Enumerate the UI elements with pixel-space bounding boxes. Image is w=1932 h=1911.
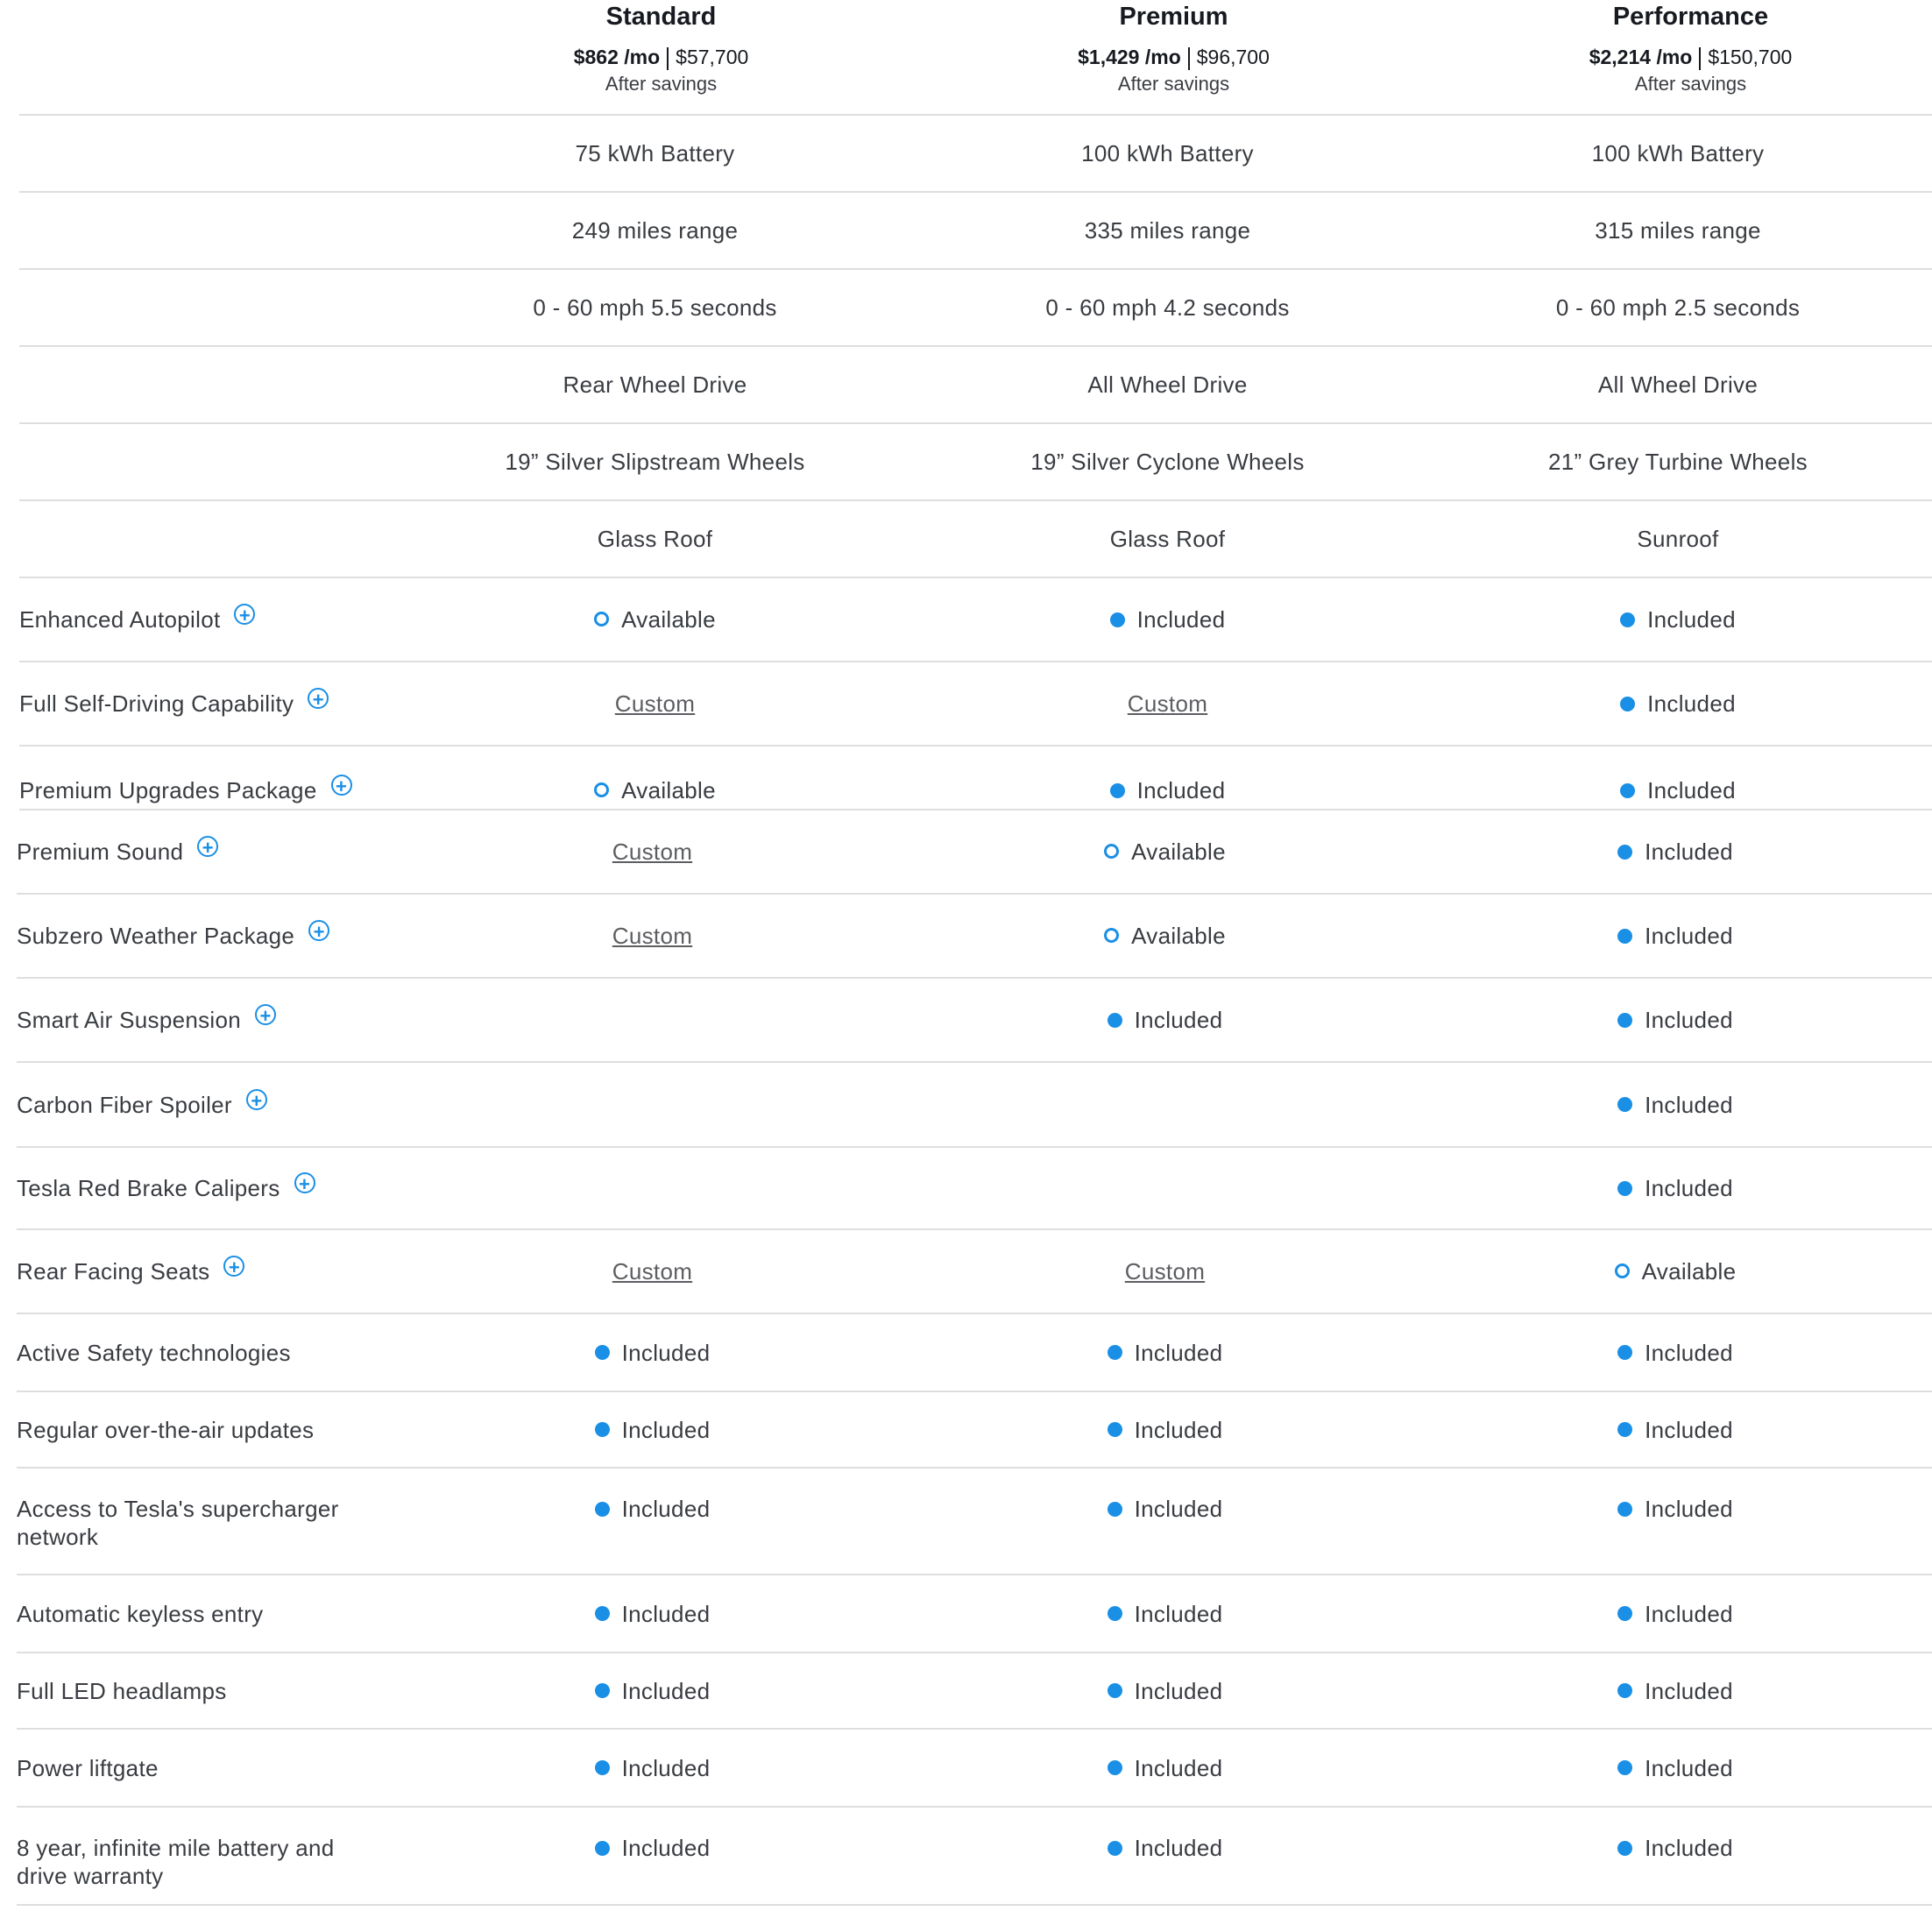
included-dot-icon xyxy=(595,1760,610,1775)
spec-row xyxy=(19,424,1932,501)
feature-status-cell xyxy=(396,838,909,866)
trim-title: Performance xyxy=(1612,3,1769,31)
included-dot-icon xyxy=(1108,1013,1122,1028)
feature-status-cell xyxy=(909,1834,1421,1862)
included-dot-icon xyxy=(1617,1422,1632,1437)
comparison-table xyxy=(0,116,1932,1906)
feature-row xyxy=(17,1314,1932,1392)
feature-label xyxy=(19,776,399,804)
feature-status-cell xyxy=(909,1416,1421,1444)
included-dot-icon xyxy=(1108,1606,1122,1621)
status-text: Included xyxy=(1647,777,1736,803)
included-dot-icon xyxy=(1617,1345,1632,1360)
feature-label xyxy=(19,605,399,633)
feature-status-cell xyxy=(911,690,1424,718)
feature-row xyxy=(17,1575,1932,1653)
included-dot-icon xyxy=(1617,1606,1632,1621)
status-text: Included xyxy=(1134,1600,1223,1627)
status-text: Included xyxy=(1645,1835,1733,1861)
price-note: After savings xyxy=(1117,72,1230,95)
feature-name: Rear Facing Seats xyxy=(17,1258,210,1285)
feature-label xyxy=(17,1091,396,1119)
feature-status-cell xyxy=(1421,838,1929,866)
feature-name: Active Safety technologies xyxy=(17,1339,291,1366)
total-price: $96,700 xyxy=(1196,46,1270,68)
custom-link[interactable]: Custom xyxy=(614,690,696,717)
status-text: Included xyxy=(1645,923,1733,949)
feature-name: Full Self-Driving Capability xyxy=(19,690,294,717)
trim-premium xyxy=(917,0,1430,114)
feature-label xyxy=(17,1600,396,1628)
included-dot-icon xyxy=(1617,1502,1632,1517)
status-text: Included xyxy=(1647,606,1736,633)
info-plus-icon[interactable]: + xyxy=(246,1089,267,1110)
included-dot-icon xyxy=(595,1502,610,1517)
feature-name: Automatic keyless entry xyxy=(17,1600,264,1627)
trim-standard xyxy=(405,0,917,114)
available-ring-icon xyxy=(594,782,609,797)
included-dot-icon xyxy=(595,1422,610,1437)
status-text: Included xyxy=(1645,1175,1733,1201)
feature-row xyxy=(19,578,1932,662)
info-plus-icon[interactable]: + xyxy=(234,604,255,625)
trim-price xyxy=(917,45,1430,70)
spec-value: 315 miles range xyxy=(1595,217,1761,244)
feature-label xyxy=(17,1834,396,1890)
feature-status-cell xyxy=(1424,605,1932,633)
feature-name: Tesla Red Brake Calipers xyxy=(17,1175,280,1201)
status-text: Included xyxy=(1645,1091,1733,1118)
feature-row xyxy=(17,1730,1932,1808)
feature-row xyxy=(17,1653,1932,1730)
included-dot-icon xyxy=(1108,1345,1122,1360)
feature-status-cell xyxy=(396,1416,909,1444)
included-dot-icon xyxy=(1617,1760,1632,1775)
custom-link[interactable]: Custom xyxy=(1124,1258,1206,1285)
spec-value: 19” Silver Cyclone Wheels xyxy=(1030,449,1305,475)
feature-status-cell xyxy=(1421,1174,1929,1202)
feature-status-cell xyxy=(911,776,1424,804)
included-dot-icon xyxy=(1617,845,1632,860)
included-dot-icon xyxy=(1108,1841,1122,1856)
feature-status-cell xyxy=(399,690,911,718)
feature-status-cell xyxy=(399,776,911,804)
status-text: Included xyxy=(1134,1007,1223,1033)
trim-performance xyxy=(1430,0,1932,114)
feature-row xyxy=(17,1148,1932,1230)
feature-status-cell xyxy=(1421,1006,1929,1034)
status-text: Included xyxy=(1134,1677,1223,1704)
feature-label xyxy=(17,1257,396,1285)
included-dot-icon xyxy=(1620,783,1635,798)
spec-value: 75 kWh Battery xyxy=(575,140,735,166)
feature-status-cell xyxy=(1421,1754,1929,1782)
status-text: Available xyxy=(1131,839,1226,865)
feature-label xyxy=(17,1754,396,1782)
feature-label xyxy=(17,1677,396,1705)
spec-row xyxy=(19,193,1932,270)
included-dot-icon xyxy=(595,1683,610,1698)
divider xyxy=(1699,47,1701,70)
included-dot-icon xyxy=(1617,1097,1632,1112)
spec-value: Glass Roof xyxy=(1109,526,1226,552)
status-text: Included xyxy=(1645,1496,1733,1522)
feature-name: Power liftgate xyxy=(17,1754,159,1781)
feature-status-cell xyxy=(396,1339,909,1367)
status-text: Included xyxy=(1645,1416,1733,1443)
status-text: Included xyxy=(1134,1416,1223,1443)
feature-status-cell xyxy=(1421,1339,1929,1367)
included-dot-icon xyxy=(1108,1422,1122,1437)
included-dot-icon xyxy=(1617,1841,1632,1856)
divider xyxy=(667,47,669,70)
spec-value: 19” Silver Slipstream Wheels xyxy=(505,449,805,475)
spec-value: 335 miles range xyxy=(1084,217,1251,244)
feature-status-cell xyxy=(909,1600,1421,1628)
status-text: Included xyxy=(1134,1339,1223,1366)
trim-title: Premium xyxy=(1119,3,1228,31)
spec-value: 100 kWh Battery xyxy=(1081,140,1254,166)
feature-label xyxy=(17,1006,396,1034)
included-dot-icon xyxy=(1108,1683,1122,1698)
feature-name: Enhanced Autopilot xyxy=(19,606,221,633)
feature-status-cell xyxy=(1421,1091,1929,1119)
feature-name: Regular over-the-air updates xyxy=(17,1416,315,1443)
spec-value: Sunroof xyxy=(1637,526,1719,552)
status-text: Included xyxy=(1645,1007,1733,1033)
feature-name: Full LED headlamps xyxy=(17,1677,227,1704)
included-dot-icon xyxy=(1617,1013,1632,1028)
status-text: Included xyxy=(621,1835,711,1861)
total-price: $57,700 xyxy=(676,46,749,68)
info-plus-icon[interactable]: + xyxy=(308,688,329,709)
status-text: Available xyxy=(1641,1258,1737,1285)
feature-status-cell xyxy=(1421,922,1929,950)
available-ring-icon xyxy=(594,612,609,626)
header-spacer xyxy=(19,0,405,114)
status-text: Available xyxy=(621,606,716,633)
feature-label xyxy=(17,922,396,950)
feature-label xyxy=(17,1174,396,1202)
spec-value: 0 - 60 mph 5.5 seconds xyxy=(533,294,777,321)
feature-label xyxy=(17,838,396,866)
feature-label xyxy=(17,1495,396,1551)
spec-value: 0 - 60 mph 2.5 seconds xyxy=(1555,294,1801,321)
status-text: Included xyxy=(621,1339,711,1366)
included-dot-icon xyxy=(1108,1760,1122,1775)
spec-row xyxy=(19,347,1932,424)
included-dot-icon xyxy=(1108,1502,1122,1517)
included-dot-icon xyxy=(595,1841,610,1856)
status-text: Included xyxy=(621,1496,711,1522)
included-dot-icon xyxy=(1617,1181,1632,1196)
feature-status-cell xyxy=(909,838,1421,866)
included-dot-icon xyxy=(1620,697,1635,711)
included-dot-icon xyxy=(1617,1683,1632,1698)
status-text: Included xyxy=(621,1677,711,1704)
feature-name: Smart Air Suspension xyxy=(17,1007,242,1033)
available-ring-icon xyxy=(1104,928,1119,943)
info-plus-icon[interactable]: + xyxy=(331,775,352,796)
info-plus-icon[interactable]: + xyxy=(308,920,329,941)
status-text: Included xyxy=(1645,1754,1733,1781)
price-note: After savings xyxy=(1634,72,1747,95)
feature-status-cell xyxy=(909,922,1421,950)
feature-label xyxy=(17,1339,396,1367)
status-text: Included xyxy=(1645,839,1733,865)
feature-name: Premium Upgrades Package xyxy=(19,777,317,803)
feature-status-cell xyxy=(399,605,911,633)
feature-status-cell xyxy=(396,1754,909,1782)
custom-link[interactable]: Custom xyxy=(612,1258,693,1285)
feature-row xyxy=(19,662,1932,747)
info-plus-icon[interactable]: + xyxy=(255,1004,276,1025)
trim-title: Standard xyxy=(605,3,717,31)
included-dot-icon xyxy=(1617,929,1632,944)
status-text: Available xyxy=(621,777,716,803)
feature-name: Premium Sound xyxy=(17,839,184,865)
status-text: Included xyxy=(1645,1677,1733,1704)
custom-link[interactable]: Custom xyxy=(612,839,693,865)
feature-row xyxy=(17,1808,1932,1906)
status-text: Available xyxy=(1131,923,1226,949)
feature-row xyxy=(17,979,1932,1063)
feature-row xyxy=(17,895,1932,979)
total-price: $150,700 xyxy=(1708,46,1793,68)
feature-status-cell xyxy=(909,1006,1421,1034)
included-dot-icon xyxy=(1110,612,1125,627)
status-text: Included xyxy=(621,1416,711,1443)
status-text: Included xyxy=(1647,690,1736,717)
feature-row xyxy=(17,810,1932,895)
feature-status-cell xyxy=(1421,1834,1929,1862)
status-text: Included xyxy=(1645,1339,1733,1366)
included-dot-icon xyxy=(1110,783,1125,798)
trim-price xyxy=(405,45,917,70)
status-text: Included xyxy=(1134,1754,1223,1781)
custom-link[interactable]: Custom xyxy=(612,923,693,949)
price-note: After savings xyxy=(605,72,718,95)
status-text: Included xyxy=(621,1600,711,1627)
feature-row xyxy=(17,1469,1932,1575)
spec-value: Glass Roof xyxy=(597,526,713,552)
feature-name: 8 year, infinite mile battery and drive warranty xyxy=(17,1835,335,1889)
feature-status-cell xyxy=(909,1677,1421,1705)
custom-link[interactable]: Custom xyxy=(1127,690,1208,717)
feature-status-cell xyxy=(1421,1257,1929,1285)
info-plus-icon[interactable]: + xyxy=(197,836,218,857)
available-ring-icon xyxy=(1104,844,1119,859)
monthly-price: $2,214 /mo xyxy=(1589,46,1693,68)
status-text: Included xyxy=(1645,1600,1733,1627)
spec-value: 0 - 60 mph 4.2 seconds xyxy=(1045,294,1290,321)
status-text: Included xyxy=(1136,777,1226,803)
status-text: Included xyxy=(1136,606,1226,633)
available-ring-icon xyxy=(1615,1263,1630,1278)
status-text: Included xyxy=(1134,1496,1223,1522)
spec-value: 249 miles range xyxy=(571,217,739,244)
feature-status-cell xyxy=(396,922,909,950)
spec-value: All Wheel Drive xyxy=(1087,372,1248,398)
info-plus-icon[interactable]: + xyxy=(294,1172,315,1193)
feature-name: Carbon Fiber Spoiler xyxy=(17,1091,232,1118)
monthly-price: $1,429 /mo xyxy=(1078,46,1181,68)
spec-value: All Wheel Drive xyxy=(1597,372,1759,398)
feature-label xyxy=(19,690,399,718)
feature-name: Access to Tesla's supercharger network xyxy=(17,1496,339,1550)
feature-row xyxy=(17,1063,1932,1148)
feature-row xyxy=(19,747,1932,810)
feature-status-cell xyxy=(396,1834,909,1862)
feature-status-cell xyxy=(1421,1600,1929,1628)
feature-status-cell xyxy=(396,1677,909,1705)
feature-status-cell xyxy=(396,1257,909,1285)
trim-header xyxy=(19,0,1932,116)
spec-row xyxy=(19,501,1932,578)
feature-name: Subzero Weather Package xyxy=(17,923,295,949)
feature-row xyxy=(17,1392,1932,1469)
feature-status-cell xyxy=(909,1339,1421,1367)
info-plus-icon[interactable]: + xyxy=(223,1256,244,1277)
feature-status-cell xyxy=(909,1257,1421,1285)
feature-row xyxy=(17,1230,1932,1314)
included-dot-icon xyxy=(595,1606,610,1621)
feature-status-cell xyxy=(909,1495,1421,1523)
feature-status-cell xyxy=(396,1495,909,1523)
spec-row xyxy=(19,116,1932,193)
status-text: Included xyxy=(1134,1835,1223,1861)
feature-status-cell xyxy=(1421,1495,1929,1523)
monthly-price: $862 /mo xyxy=(573,46,661,68)
trim-price xyxy=(1430,45,1932,70)
spec-value: Rear Wheel Drive xyxy=(563,372,747,398)
feature-status-cell xyxy=(1424,690,1932,718)
status-text: Included xyxy=(621,1754,711,1781)
feature-status-cell xyxy=(911,605,1424,633)
spec-value: 21” Grey Turbine Wheels xyxy=(1548,449,1808,475)
feature-status-cell xyxy=(1424,776,1932,804)
feature-status-cell xyxy=(1421,1677,1929,1705)
feature-status-cell xyxy=(1421,1416,1929,1444)
spec-value: 100 kWh Battery xyxy=(1591,140,1765,166)
feature-status-cell xyxy=(909,1754,1421,1782)
divider xyxy=(1188,47,1190,70)
included-dot-icon xyxy=(1620,612,1635,627)
feature-status-cell xyxy=(396,1600,909,1628)
feature-label xyxy=(17,1416,396,1444)
included-dot-icon xyxy=(595,1345,610,1360)
spec-row xyxy=(19,270,1932,347)
